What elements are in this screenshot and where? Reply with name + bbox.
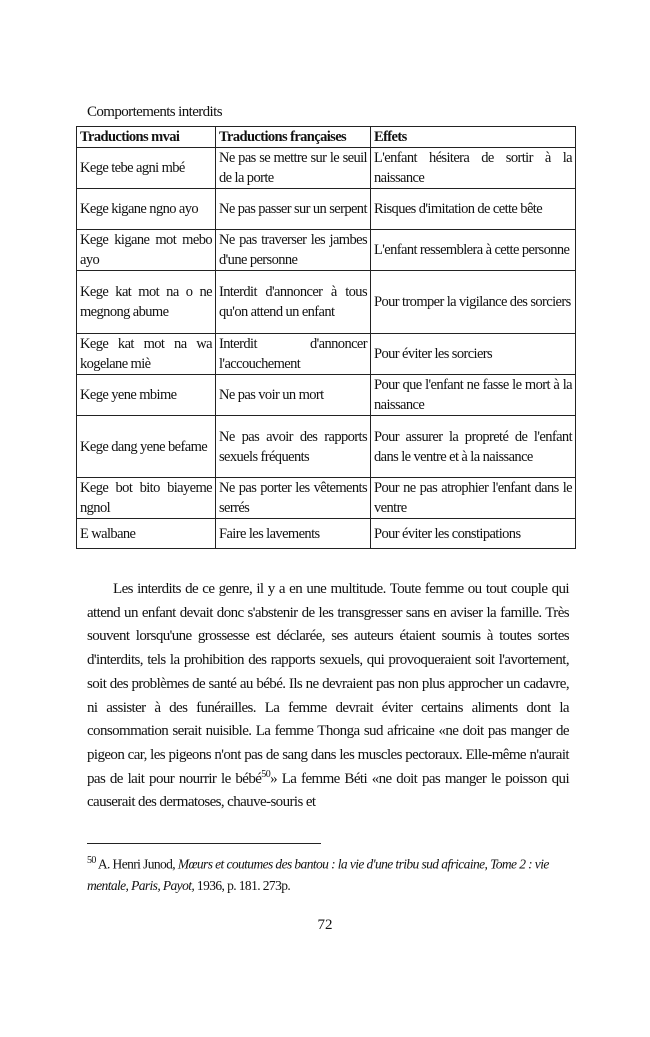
cell-mvai: Kege kat mot na wa kogelane miè bbox=[77, 334, 216, 375]
footnote-number: 50 bbox=[87, 855, 96, 866]
table-row bbox=[77, 189, 576, 230]
body-text-continued: » La femme Béti «ne doit pas manger le poisson qui causerait des dermatoses, chauve-souris et bbox=[87, 770, 570, 811]
cell-effet: Pour ne pas atrophier l'enfant dans le ventre bbox=[371, 478, 576, 519]
cell-mvai: Kege yene mbime bbox=[77, 375, 216, 416]
cell-francais: Ne pas voir un mort bbox=[216, 375, 371, 416]
footnote-author: A. Henri Junod, bbox=[95, 856, 178, 872]
cell-francais: Ne pas se mettre sur le seuil de la porte bbox=[216, 148, 371, 189]
cell-effet: Pour assurer la propreté de l'enfant dans le ventre et à la naissance bbox=[371, 416, 576, 478]
footnote-details: 1936, p. 181. 273p. bbox=[194, 877, 291, 893]
body-paragraph bbox=[87, 578, 569, 815]
table-row bbox=[77, 375, 576, 416]
header-effets: Effets bbox=[371, 127, 576, 148]
cell-francais: Ne pas avoir des rapports sexuels fréquents bbox=[216, 416, 371, 478]
table-row bbox=[77, 416, 576, 478]
cell-francais: Faire les lavements bbox=[216, 519, 371, 549]
cell-effet: L'enfant hésitera de sortir à la naissance bbox=[371, 148, 576, 189]
cell-francais: Ne pas passer sur un serpent bbox=[216, 189, 371, 230]
footnote-title: Mœurs et coutumes des bantou : la vie d'une tribu sud africaine, Tome 2 : vie mentale, Paris, Payot, bbox=[87, 856, 549, 893]
cell-francais: Interdit d'annoncer à tous qu'on attend un enfant bbox=[216, 271, 371, 334]
table-row bbox=[77, 230, 576, 271]
cell-francais: Ne pas traverser les jambes d'une personne bbox=[216, 230, 371, 271]
cell-effet: Pour éviter les constipations bbox=[371, 519, 576, 549]
interdits-table bbox=[76, 126, 576, 549]
page-number: 72 bbox=[317, 917, 333, 933]
cell-mvai: Kege tebe agni mbé bbox=[77, 148, 216, 189]
footnote-reference: 50 bbox=[261, 768, 271, 780]
table-row bbox=[77, 271, 576, 334]
footnote-separator bbox=[87, 843, 321, 844]
table-row bbox=[77, 148, 576, 189]
cell-francais: Ne pas porter les vêtements serrés bbox=[216, 478, 371, 519]
cell-mvai: E walbane bbox=[77, 519, 216, 549]
cell-effet: L'enfant ressemblera à cette personne bbox=[371, 230, 576, 271]
header-traductions-mvai: Traductions mvai bbox=[77, 127, 216, 148]
cell-effet: Pour tromper la vigilance des sorciers bbox=[371, 271, 576, 334]
cell-mvai: Kege kigane mot mebo ayo bbox=[77, 230, 216, 271]
table-row bbox=[77, 519, 576, 549]
cell-mvai: Kege kigane ngno ayo bbox=[77, 189, 216, 230]
table-header-row bbox=[77, 127, 576, 148]
cell-mvai: Kege kat mot na o ne megnong abume bbox=[77, 271, 216, 334]
cell-effet: Pour éviter les sorciers bbox=[371, 334, 576, 375]
cell-effet: Pour que l'enfant ne fasse le mort à la naissance bbox=[371, 375, 576, 416]
cell-francais: Interdit d'annoncer l'accouchement bbox=[216, 334, 371, 375]
cell-mvai: Kege dang yene befame bbox=[77, 416, 216, 478]
cell-mvai: Kege bot bito biayeme ngnol bbox=[77, 478, 216, 519]
table-row bbox=[77, 334, 576, 375]
table-caption: Comportements interdits bbox=[87, 104, 222, 120]
table-row bbox=[77, 478, 576, 519]
header-traductions-francaises: Traductions françaises bbox=[216, 127, 371, 148]
body-text-main: Les interdits de ce genre, il y a en une multitude. Toute femme ou tout couple qui attend un enfant devait donc s'abstenir de les transgresser sans en aviser la famille. Très souvent lorsqu'une grossesse est déclarée, ses auteurs étaient soumis à toutes sortes d'interdits, tels la prohibition des rapports sexuels, qui provoqueraient soit l'avortement, soit des problèmes de santé au bébé. Ils ne devraient pas non plus approcher un cadavre, ni assister à des funérailles. La femme devrait éviter certains aliments dont la consommation serait nuisible. La femme Thonga sud africaine «ne doit pas manger de pigeon car, les pigeons n'ont pas de sang dans les muscles pectoraux. Elle-même n'aurait pas de lait pour nourrir le bébé bbox=[87, 581, 569, 787]
footnote bbox=[87, 850, 569, 896]
cell-effet: Risques d'imitation de cette bête bbox=[371, 189, 576, 230]
